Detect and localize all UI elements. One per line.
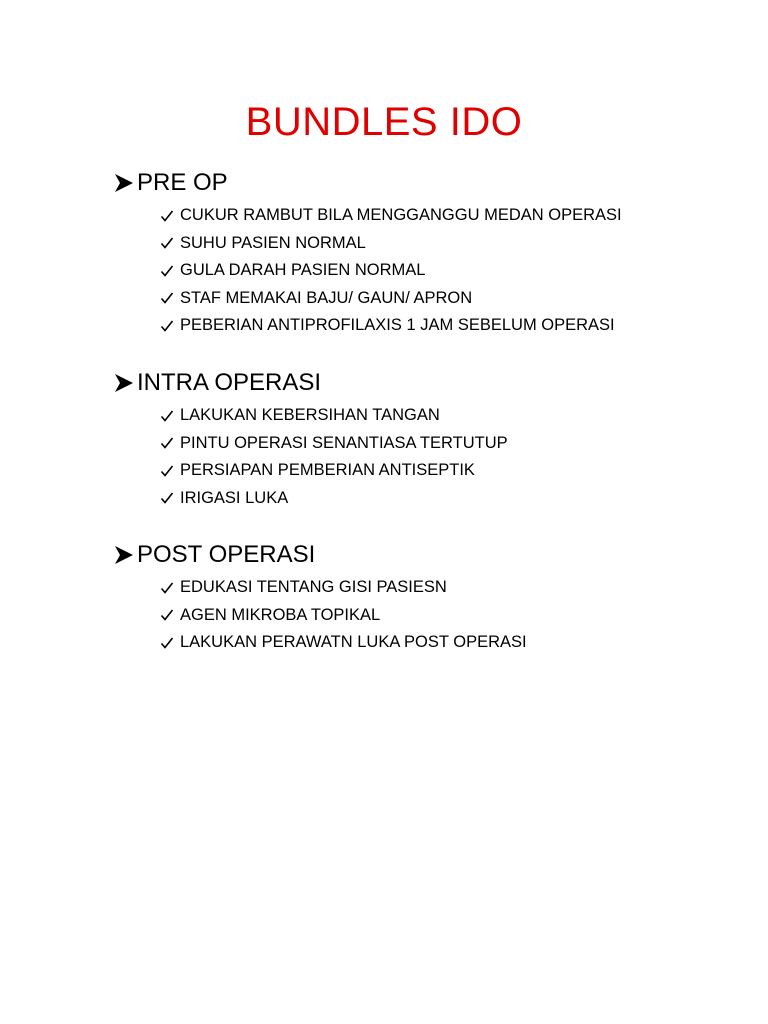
list-item — [160, 574, 733, 602]
checklist — [160, 402, 733, 512]
arrowhead-bullet-icon — [113, 544, 135, 566]
list-item-text: GULA DARAH PASIEN NORMAL — [180, 261, 426, 279]
section-heading-text: INTRA OPERASI — [137, 369, 322, 396]
section-heading-text: PRE OP — [137, 169, 228, 196]
checkmark-icon — [160, 491, 174, 505]
list-item — [160, 430, 733, 458]
list-item-text: EDUKASI TENTANG GISI PASIESN — [180, 578, 447, 596]
arrowhead-bullet-icon — [113, 372, 135, 394]
checkmark-icon — [160, 436, 174, 450]
page-title: BUNDLES IDO — [245, 100, 523, 144]
section-heading — [113, 368, 733, 398]
checklist — [160, 574, 733, 657]
list-item — [160, 402, 733, 430]
list-item — [160, 457, 733, 485]
arrowhead-bullet-icon — [113, 172, 135, 194]
list-item-text: CUKUR RAMBUT BILA MENGGANGGU MEDAN OPERASI — [180, 206, 622, 224]
section-heading — [113, 540, 733, 570]
checkmark-icon — [160, 409, 174, 423]
section-heading — [113, 168, 733, 198]
list-item-text: PINTU OPERASI SENANTIASA TERTUTUP — [180, 433, 508, 452]
section-post-operasi — [113, 540, 733, 657]
list-item-text: IRIGASI LUKA — [180, 488, 289, 507]
list-item-text: SUHU PASIEN NORMAL — [180, 233, 366, 252]
checkmark-icon — [160, 464, 174, 478]
list-item-text: AGEN MIKROBA TOPIKAL — [180, 605, 381, 624]
checkmark-icon — [160, 291, 174, 305]
checklist — [160, 202, 733, 340]
list-item-text: PERSIAPAN PEMBERIAN ANTISEPTIK — [180, 461, 475, 479]
checkmark-icon — [160, 264, 174, 278]
list-item — [160, 485, 733, 513]
list-item-text: LAKUKAN KEBERSIHAN TANGAN — [180, 406, 440, 424]
list-item-text: STAF MEMAKAI BAJU/ GAUN/ APRON — [180, 288, 473, 307]
checkmark-icon — [160, 209, 174, 223]
list-item — [160, 312, 733, 340]
list-item-text: PEBERIAN ANTIPROFILAXIS 1 JAM SEBELUM OPERASI — [180, 316, 615, 334]
list-item — [160, 285, 733, 313]
list-item — [160, 629, 733, 657]
section-pre-op — [113, 168, 733, 340]
section-heading-text: POST OPERASI — [137, 541, 316, 568]
checkmark-icon — [160, 581, 174, 595]
list-item — [160, 230, 733, 258]
checkmark-icon — [160, 319, 174, 333]
checkmark-icon — [160, 236, 174, 250]
checkmark-icon — [160, 608, 174, 622]
list-item — [160, 202, 733, 230]
checkmark-icon — [160, 636, 174, 650]
list-item-text: LAKUKAN PERAWATN LUKA POST OPERASI — [180, 633, 527, 651]
list-item — [160, 257, 733, 285]
list-item — [160, 602, 733, 630]
section-intra-operasi — [113, 368, 733, 512]
